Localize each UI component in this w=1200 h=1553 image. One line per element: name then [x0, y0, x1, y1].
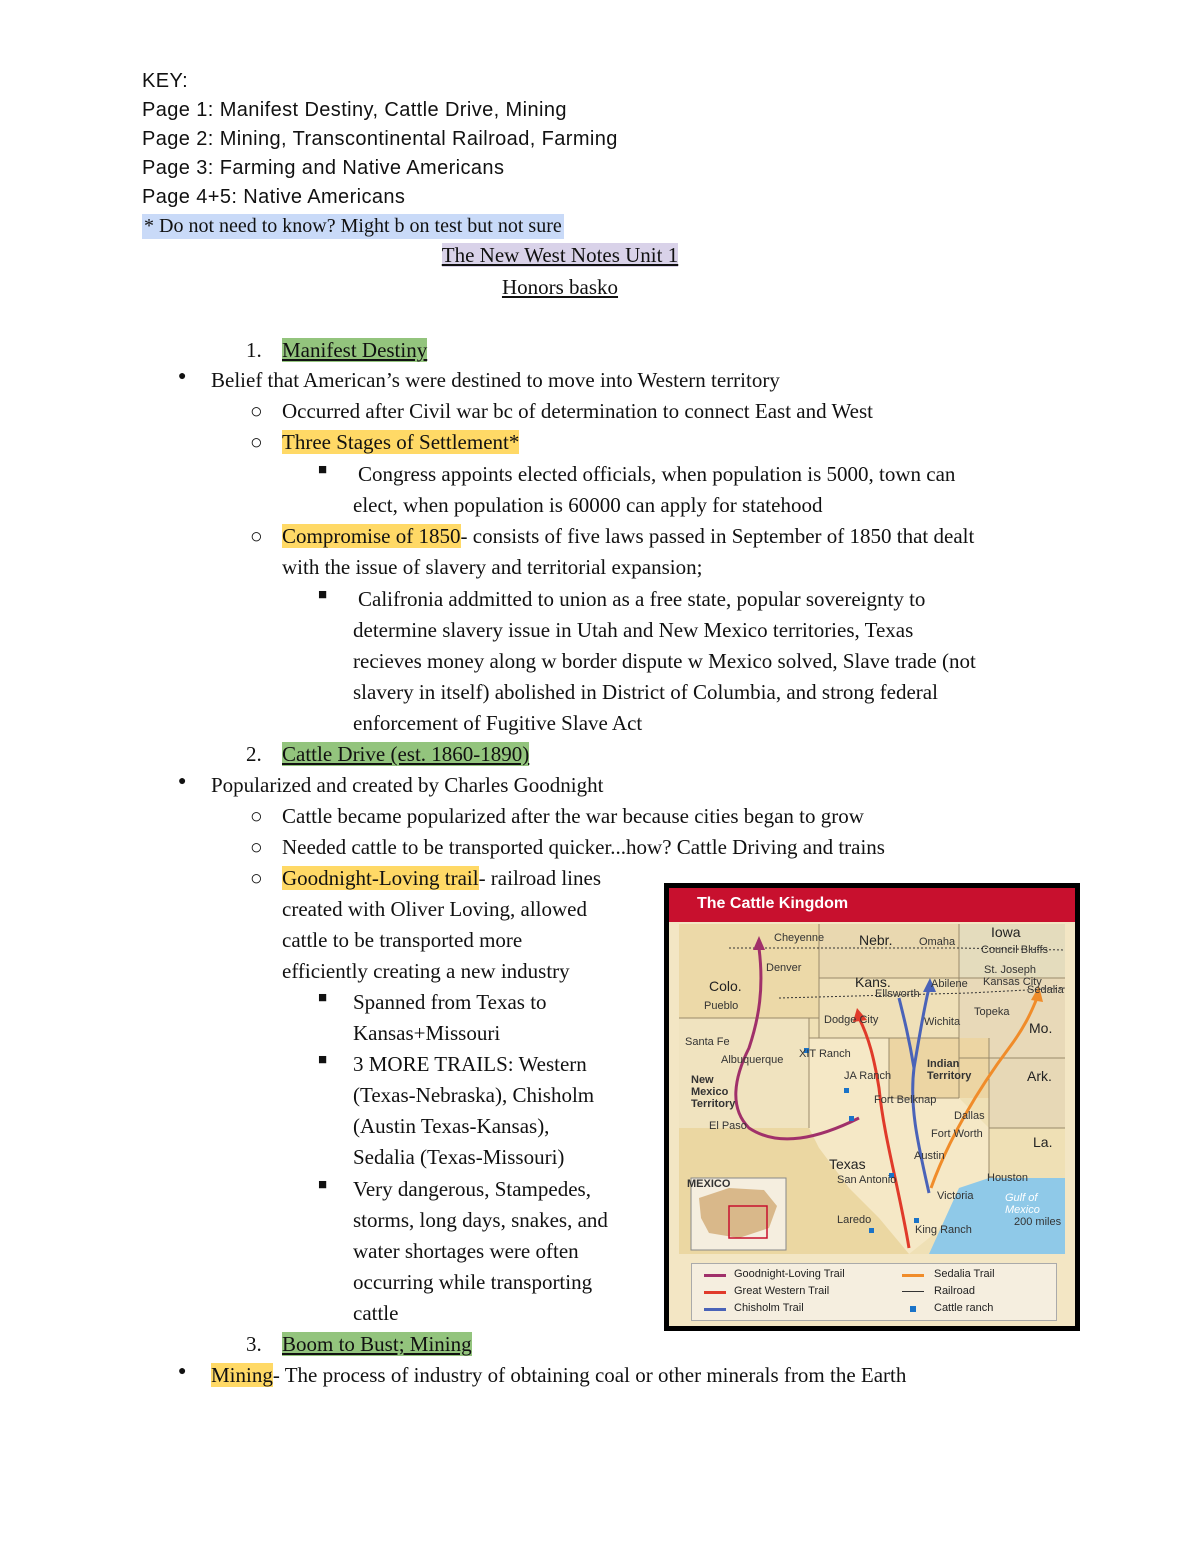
circle-bullet-icon: ○: [250, 866, 263, 890]
s2-detail3-1: Very dangerous, Stampedes,: [353, 1177, 591, 1201]
map-label-colo: Colo.: [709, 978, 742, 994]
s2-sub3: Goodnight-Loving trail- railroad lines: [282, 866, 602, 890]
circle-bullet-icon: ○: [250, 399, 263, 423]
map-label-elpaso: El Paso: [709, 1120, 747, 1132]
map-label-laredo: Laredo: [837, 1214, 872, 1226]
key-note: * Do not need to know? Might b on test but not sure: [144, 215, 562, 237]
s1-sub3-detail-3: recieves money along w border dispute w Mexico solved, Slave trade (not: [353, 649, 976, 673]
circle-bullet-icon: ○: [250, 524, 263, 548]
map-label-kans: Kans.: [855, 974, 891, 990]
s2-detail1-1: Spanned from Texas to: [353, 990, 547, 1014]
map-label-council: Council Bluffs: [981, 944, 1049, 956]
s2-detail3-3: water shortages were often: [353, 1239, 579, 1263]
s2-detail3-5: cattle: [353, 1301, 399, 1325]
section-1-title: Manifest Destiny: [282, 338, 428, 362]
s1-bullet: Belief that American’s were destined to move into Western territory: [211, 368, 780, 392]
map-label-ja: JA Ranch: [844, 1070, 892, 1082]
map-label-houston: Houston: [987, 1172, 1028, 1184]
s1-sub3-line2: with the issue of slavery and territorial expansion;: [282, 555, 703, 579]
legend-railroad-swatch: [902, 1291, 924, 1292]
map-label-ellsworth: Ellsworth: [875, 988, 920, 1000]
circle-bullet-icon: ○: [250, 804, 263, 828]
s1-sub3-detail-5: enforcement of Fugitive Slave Act: [353, 711, 643, 735]
s2-sub3-line-1: created with Oliver Loving, allowed: [282, 897, 587, 921]
s2-detail2-1: 3 MORE TRAILS: Western: [353, 1052, 587, 1076]
map-label-wichita: Wichita: [924, 1016, 961, 1028]
s1-sub3-detail-1: Califronia addmitted to union as a free state, popular sovereignty to: [358, 587, 926, 611]
map-label-mo: Mo.: [1029, 1020, 1053, 1036]
s2-detail3-2: storms, long days, snakes, and: [353, 1208, 608, 1232]
map-legend: [691, 1263, 1057, 1321]
legend-western-swatch: [704, 1291, 726, 1294]
map-label-cheyenne: Cheyenne: [774, 932, 825, 944]
legend-goodnight: Goodnight-Loving Trail: [734, 1268, 845, 1280]
section-2-title: Cattle Drive (est. 1860-1890): [282, 742, 530, 766]
legend-chisholm: Chisholm Trail: [734, 1302, 804, 1314]
key-line-2: Page 2: Mining, Transcontinental Railroad, Farming: [142, 128, 618, 150]
map-label-sedalia: Sedalia: [1027, 984, 1064, 996]
square-bullet-icon: ■: [318, 1177, 328, 1193]
map-label-gulf: Gulf of Mexico: [1005, 1192, 1040, 1216]
s2-bullet: Popularized and created by Charles Goodnight: [211, 773, 604, 797]
map-label-xit: XIT Ranch: [799, 1048, 851, 1060]
section-3-title: Boom to Bust; Mining: [282, 1332, 472, 1356]
legend-ranch: Cattle ranch: [934, 1302, 994, 1314]
s2-sub2: Needed cattle to be transported quicker...how? Cattle Driving and trains: [282, 835, 885, 859]
key-title: KEY:: [142, 70, 189, 92]
map-label-albuquerque: Albuquerque: [721, 1054, 784, 1066]
map-label-stjoseph: St. Joseph: [984, 964, 1036, 976]
map-label-santafe: Santa Fe: [685, 1036, 730, 1048]
page-title: The New West Notes Unit 1: [441, 243, 679, 267]
circle-bullet-icon: ○: [250, 430, 263, 454]
s2-detail1-2: Kansas+Missouri: [353, 1021, 501, 1045]
map-label-texas: Texas: [829, 1156, 866, 1172]
s1-sub1: Occurred after Civil war bc of determination to connect East and West: [282, 399, 873, 423]
map-label-fort: Fort Belknap: [874, 1094, 937, 1106]
map-title: The Cattle Kingdom: [697, 895, 849, 912]
s3-bullet: Mining- The process of industry of obtaining coal or other minerals from the Earth: [211, 1363, 907, 1387]
square-bullet-icon: ■: [318, 462, 328, 478]
page-subtitle: Honors basko: [501, 275, 619, 299]
section-2-number: 2.: [246, 742, 262, 766]
square-bullet-icon: ■: [318, 587, 328, 603]
legend-sedalia: Sedalia Trail: [934, 1268, 995, 1280]
map-label-fortworth: Fort Worth: [931, 1128, 983, 1140]
map-label-topeka: Topeka: [974, 1006, 1010, 1018]
s1-sub2: Three Stages of Settlement*: [282, 430, 520, 454]
circle-bullet-icon: ○: [250, 835, 263, 859]
s1-sub2-detail-1: Congress appoints elected officials, when population is 5000, town can: [358, 462, 956, 486]
map-label-king: King Ranch: [915, 1224, 972, 1236]
map-label-nebr: Nebr.: [859, 932, 893, 948]
legend-ranch-swatch: [910, 1306, 916, 1312]
map-label-iowa: Iowa: [991, 924, 1021, 940]
map-label-dallas: Dallas: [954, 1110, 985, 1122]
map-label-scale: 200 miles: [1014, 1216, 1062, 1228]
square-bullet-icon: ■: [318, 990, 328, 1006]
legend-sedalia-swatch: [902, 1274, 924, 1277]
key-line-3: Page 3: Farming and Native Americans: [142, 157, 505, 179]
map-label-indian: Indian Territory: [927, 1058, 972, 1082]
map-label-mexico: MEXICO: [687, 1178, 731, 1190]
s2-detail2-3: (Austin Texas-Kansas),: [353, 1114, 550, 1138]
s1-sub3-detail-2: determine slavery issue in Utah and New Mexico territories, Texas: [353, 618, 914, 642]
map-label-sanantonio: San Antonio: [837, 1174, 897, 1186]
section-1-number: 1.: [246, 338, 262, 362]
key-line-4: Page 4+5: Native Americans: [142, 186, 406, 208]
section-3-number: 3.: [246, 1332, 262, 1356]
map-label-dodge: Dodge City: [824, 1014, 879, 1026]
s2-detail2-2: (Texas-Nebraska), Chisholm: [353, 1083, 595, 1107]
s1-sub3-detail-4: slavery in itself) abolished in District of Columbia, and strong federal: [353, 680, 938, 704]
s2-sub3-line-2: cattle to be transported more: [282, 928, 523, 952]
legend-chisholm-swatch: [704, 1308, 726, 1311]
map-label-austin: Austin: [914, 1150, 945, 1162]
s2-sub3-line-3: efficiently creating a new industry: [282, 959, 570, 983]
map-label-pueblo: Pueblo: [704, 1000, 739, 1012]
square-bullet-icon: ■: [318, 1052, 328, 1068]
map-label-victoria: Victoria: [937, 1190, 974, 1202]
map-label-kc: Kansas City: [983, 976, 1042, 988]
map-label-omaha: Omaha: [919, 936, 956, 948]
legend-goodnight-swatch: [704, 1274, 726, 1277]
map-label-ark: Ark.: [1027, 1068, 1052, 1084]
legend-railroad: Railroad: [934, 1285, 975, 1297]
map-label-abilene: Abilene: [931, 978, 968, 990]
s2-sub1: Cattle became popularized after the war because cities began to grow: [282, 804, 864, 828]
s2-detail3-4: occurring while transporting: [353, 1270, 593, 1294]
bullet-dot-icon: ●: [178, 1364, 187, 1379]
map-label-la: La.: [1033, 1134, 1053, 1150]
map-label-new-mexico: New Mexico Territory: [691, 1074, 736, 1110]
s1-sub3: Compromise of 1850- consists of five laws passed in September of 1850 that dealt: [282, 524, 975, 548]
cattle-kingdom-map: [664, 883, 1080, 1331]
map-label-denver: Denver: [766, 962, 802, 974]
s2-detail2-4: Sedalia (Texas-Missouri): [353, 1145, 565, 1169]
bullet-dot-icon: ●: [178, 369, 187, 384]
legend-western: Great Western Trail: [734, 1285, 830, 1297]
s1-sub2-detail-2: elect, when population is 60000 can apply for statehood: [353, 493, 823, 517]
bullet-dot-icon: ●: [178, 774, 187, 789]
key-line-1: Page 1: Manifest Destiny, Cattle Drive, Mining: [142, 99, 567, 121]
